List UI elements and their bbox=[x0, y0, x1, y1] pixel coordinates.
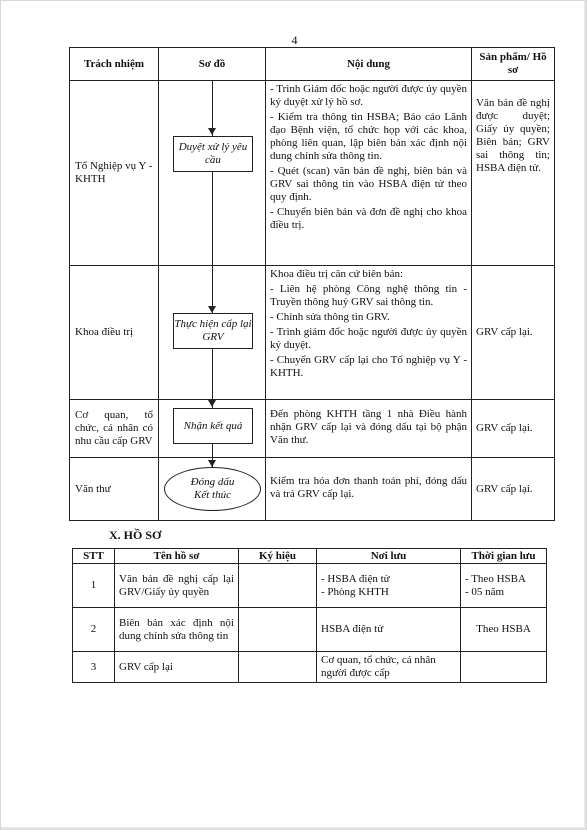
process-row bbox=[70, 81, 555, 266]
process-table bbox=[69, 47, 555, 521]
content-line: - Kiểm tra thông tin HSBA; Báo cáo Lãnh đạo Bệnh viện, tổ chức họp với các khoa, phòng liên quan, lập biên bản xác định nội dung chỉnh sửa thông tin. bbox=[270, 111, 467, 162]
location-cell: Cơ quan, tổ chức, cá nhân người được cấp bbox=[317, 652, 461, 683]
records-header-row bbox=[73, 549, 547, 564]
header-code: Ký hiệu bbox=[239, 549, 317, 564]
product-cell: GRV cấp lại. bbox=[472, 458, 555, 521]
step-approve-request bbox=[173, 136, 253, 172]
header-retention: Thời gian lưu bbox=[461, 549, 547, 564]
responsibility-cell: Tổ Nghiệp vụ Y - KHTH bbox=[70, 81, 159, 266]
flow-arrow bbox=[208, 460, 216, 467]
step-label: Duyệt xử lý yêu cầu bbox=[178, 141, 248, 166]
location-cell: HSBA điện tử bbox=[317, 608, 461, 652]
diagram-cell bbox=[159, 458, 266, 521]
content-cell bbox=[266, 81, 472, 266]
step-receive-result bbox=[173, 408, 253, 444]
record-name-cell: GRV cấp lại bbox=[115, 652, 239, 683]
process-row bbox=[70, 400, 555, 458]
flow-arrow bbox=[208, 306, 216, 313]
header-record-name: Tên hồ sơ bbox=[115, 549, 239, 564]
product-cell: GRV cấp lại. bbox=[472, 266, 555, 400]
content-cell bbox=[266, 458, 472, 521]
content-cell bbox=[266, 266, 472, 400]
retention-cell: Theo HSBA bbox=[461, 608, 547, 652]
content-line: - Quét (scan) văn bản đề nghị, biên bản và GRV sai thông tin vào HSBA điện tử theo quy định. bbox=[270, 165, 467, 203]
record-name-cell: Văn bản đề nghị cấp lại GRV/Giấy ủy quyền bbox=[115, 564, 239, 608]
record-name-cell: Biên bản xác định nội dung chỉnh sửa thông tin bbox=[115, 608, 239, 652]
flow-line bbox=[212, 81, 213, 266]
header-product: Sản phẩm/ Hồ sơ bbox=[472, 48, 555, 81]
header-storage-location: Nơi lưu bbox=[317, 549, 461, 564]
product-cell: Văn bản đề nghị được duyệt; Giấy ủy quyền; Biên bản; GRV sai thông tin; HSBA điện tử. bbox=[472, 81, 555, 266]
code-cell bbox=[239, 652, 317, 683]
table-row bbox=[73, 608, 547, 652]
header-diagram: Sơ đồ bbox=[159, 48, 266, 81]
step-label: Thực hiện cấp lại GRV bbox=[174, 318, 252, 343]
diagram-cell bbox=[159, 400, 266, 458]
code-cell bbox=[239, 608, 317, 652]
retention-cell bbox=[461, 652, 547, 683]
content-line: Đến phòng KHTH tầng 1 nhà Điều hành nhận GRV cấp lại và đóng dấu tại bộ phận Văn thư. bbox=[270, 408, 467, 446]
content-line: - Trình Giám đốc hoặc người được ủy quyền ký duyệt xử lý hồ sơ. bbox=[270, 83, 467, 108]
page-number: 4 bbox=[291, 33, 298, 47]
table-row bbox=[73, 564, 547, 608]
step-label: Nhận kết quả bbox=[183, 419, 243, 432]
records-heading: X. HỒ SƠ bbox=[109, 528, 162, 542]
records-table bbox=[72, 548, 547, 683]
process-row bbox=[70, 458, 555, 521]
process-row bbox=[70, 266, 555, 400]
content-cell bbox=[266, 400, 472, 458]
location-cell: - HSBA điện tử - Phòng KHTH bbox=[317, 564, 461, 608]
content-line: - Chuyển biên bản và đơn đề nghị cho khoa điều trị. bbox=[270, 206, 467, 231]
step-stamp-end bbox=[164, 467, 261, 511]
content-line: - Chuyển GRV cấp lại cho Tổ nghiệp vụ Y - KHTH. bbox=[270, 354, 467, 379]
content-line: - Trình giám đốc hoặc người được ủy quyền ký duyệt. bbox=[270, 326, 467, 351]
content-line: - Chỉnh sửa thông tin GRV. bbox=[270, 311, 390, 323]
step-label: Đóng dấu Kết thúc bbox=[190, 476, 235, 501]
header-stt: STT bbox=[73, 549, 115, 564]
content-line: Kiểm tra hóa đơn thanh toán phí, đóng dấu và trả GRV cấp lại. bbox=[270, 475, 467, 500]
content-line: - Liên hệ phòng Công nghệ thông tin - Truyền thông huỷ GRV sai thông tin. bbox=[270, 283, 467, 308]
stt-cell: 1 bbox=[73, 564, 115, 608]
diagram-cell bbox=[159, 81, 266, 266]
table-row bbox=[73, 652, 547, 683]
diagram-cell bbox=[159, 266, 266, 400]
header-responsibility: Trách nhiệm bbox=[70, 48, 159, 81]
responsibility-cell: Cơ quan, tổ chức, cá nhân có nhu cầu cấp GRV bbox=[70, 400, 159, 458]
product-cell: GRV cấp lại. bbox=[472, 400, 555, 458]
flow-arrow bbox=[208, 400, 216, 407]
flow-arrow bbox=[208, 128, 216, 135]
responsibility-cell: Khoa điều trị bbox=[70, 266, 159, 400]
code-cell bbox=[239, 564, 317, 608]
stt-cell: 2 bbox=[73, 608, 115, 652]
content-line: Khoa điều trị căn cứ biên bản: bbox=[270, 268, 404, 280]
step-reissue-grv bbox=[173, 313, 253, 349]
stt-cell: 3 bbox=[73, 652, 115, 683]
process-header-row bbox=[70, 48, 555, 81]
retention-cell: - Theo HSBA - 05 năm bbox=[461, 564, 547, 608]
header-content: Nội dung bbox=[266, 48, 472, 81]
responsibility-cell: Văn thư bbox=[70, 458, 159, 521]
